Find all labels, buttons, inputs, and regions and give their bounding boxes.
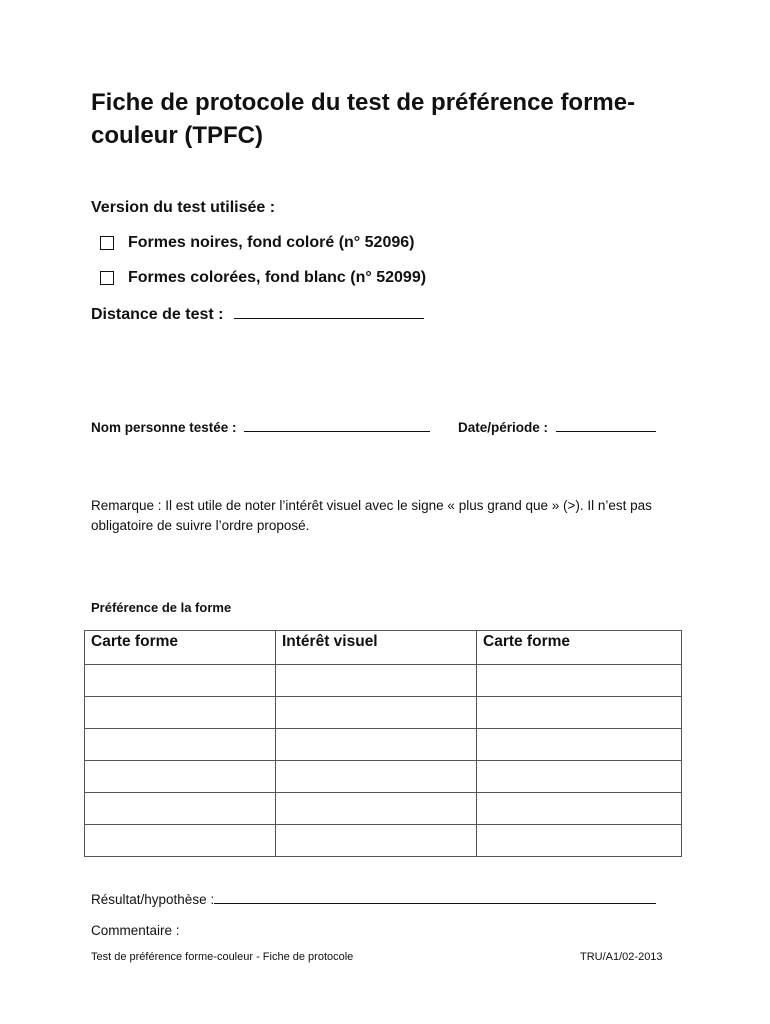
table-cell[interactable] bbox=[276, 665, 477, 697]
table-row bbox=[85, 729, 682, 761]
name-input-line[interactable] bbox=[244, 417, 430, 432]
date-input-line[interactable] bbox=[556, 417, 656, 432]
name-field[interactable] bbox=[91, 417, 430, 435]
preference-table bbox=[84, 630, 682, 857]
checkbox-black-shapes[interactable] bbox=[100, 236, 114, 250]
table-row bbox=[85, 825, 682, 857]
table-row bbox=[85, 665, 682, 697]
table-cell[interactable] bbox=[85, 793, 276, 825]
table-cell[interactable] bbox=[276, 761, 477, 793]
checkbox-colored-shapes[interactable] bbox=[100, 271, 114, 285]
remark-text: Remarque : Il est utile de noter l’intérêt visuel avec le signe « plus grand que » (>). Il n’est pas obligatoire de suivre l’ordre proposé. bbox=[91, 498, 652, 533]
header-carte-forme-2: Carte forme bbox=[477, 631, 682, 665]
name-label: Nom personne testée : bbox=[91, 420, 237, 435]
table-cell[interactable] bbox=[85, 665, 276, 697]
option-black-shapes[interactable] bbox=[100, 234, 414, 252]
distance-label: Distance de test : bbox=[91, 306, 224, 323]
table-cell[interactable] bbox=[477, 761, 682, 793]
table-cell[interactable] bbox=[477, 697, 682, 729]
footer-reference: TRU/A1/02-2013 bbox=[580, 951, 663, 963]
table-cell[interactable] bbox=[477, 793, 682, 825]
page-title: Fiche de protocole du test de préférence forme-couleur (TPFC) bbox=[91, 89, 636, 149]
table-cell[interactable] bbox=[85, 697, 276, 729]
result-input-line[interactable] bbox=[214, 891, 656, 904]
option-label: Formes colorées, fond blanc (n° 52099) bbox=[128, 269, 427, 286]
table-cell[interactable] bbox=[276, 697, 477, 729]
table-cell[interactable] bbox=[477, 825, 682, 857]
table-cell[interactable] bbox=[477, 665, 682, 697]
footer-title: Test de préférence forme-couleur - Fiche de protocole bbox=[91, 951, 354, 963]
header-carte-forme-1: Carte forme bbox=[85, 631, 276, 665]
distance-input-line[interactable] bbox=[234, 304, 424, 319]
table-cell[interactable] bbox=[477, 729, 682, 761]
table-cell[interactable] bbox=[85, 825, 276, 857]
result-field[interactable] bbox=[91, 891, 656, 907]
result-label: Résultat/hypothèse : bbox=[91, 892, 215, 907]
version-label: Version du test utilisée : bbox=[91, 199, 276, 216]
table-cell[interactable] bbox=[85, 761, 276, 793]
table-cell[interactable] bbox=[276, 729, 477, 761]
option-label: Formes noires, fond coloré (n° 52096) bbox=[128, 234, 415, 251]
table-cell[interactable] bbox=[85, 729, 276, 761]
header-interet-visuel: Intérêt visuel bbox=[276, 631, 477, 665]
table-row bbox=[85, 697, 682, 729]
table-row bbox=[85, 761, 682, 793]
comment-label: Commentaire : bbox=[91, 923, 180, 938]
table-cell[interactable] bbox=[276, 825, 477, 857]
option-colored-shapes[interactable] bbox=[100, 269, 426, 287]
date-label: Date/période : bbox=[458, 420, 549, 435]
table-cell[interactable] bbox=[276, 793, 477, 825]
distance-field[interactable] bbox=[91, 304, 424, 324]
table-row bbox=[85, 793, 682, 825]
date-field[interactable] bbox=[458, 417, 656, 435]
preference-label: Préférence de la forme bbox=[91, 600, 232, 615]
table-header-row bbox=[85, 631, 682, 665]
